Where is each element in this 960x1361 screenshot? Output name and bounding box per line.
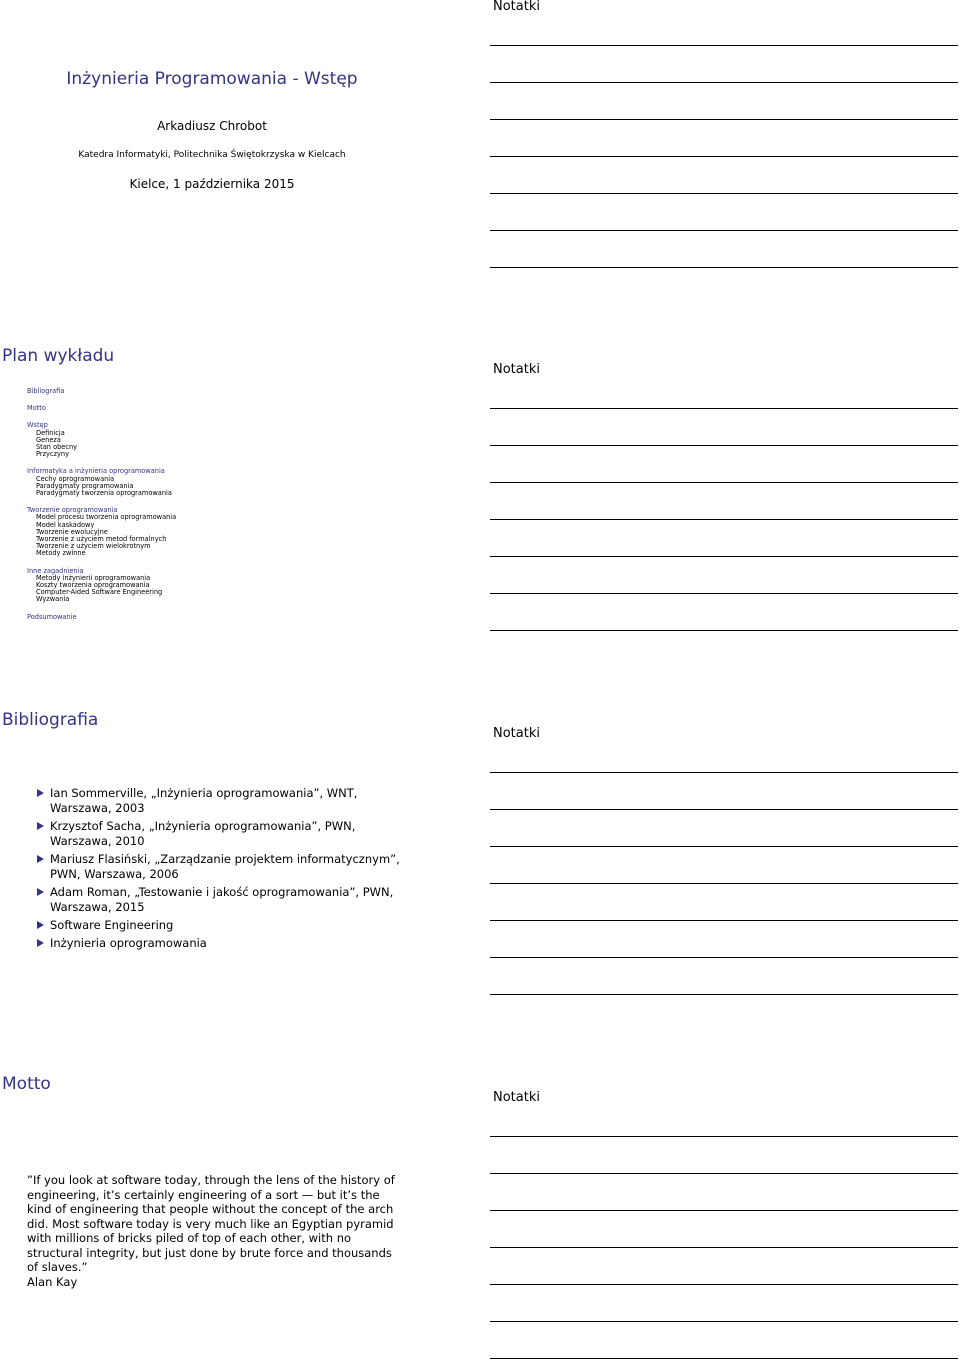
note-line [490, 994, 958, 995]
toc-subsection[interactable]: Computer-Aided Software Engineering [36, 588, 163, 597]
toc-section[interactable]: Bibliografia [27, 387, 65, 395]
toc-subsection[interactable]: Model kaskadowy [36, 520, 95, 529]
toc-subsection[interactable]: Wyzwania [36, 595, 70, 604]
triangle-bullet-icon [37, 855, 44, 863]
note-line [490, 772, 958, 773]
note-line [490, 1358, 958, 1359]
toc-section[interactable]: Informatyka a inżynieria oprogramowania [27, 467, 165, 476]
list-item: Adam Roman, „Testowanie i jakość oprogramowania”, PWN, Warszawa, 2015 [37, 885, 407, 915]
list-item: Ian Sommerville, „Inżynieria oprogramowania”, WNT, Warszawa, 2003 [37, 786, 407, 816]
triangle-bullet-icon [37, 939, 44, 947]
toc-section[interactable]: Podsumowanie [27, 612, 77, 621]
toc-spacer [27, 395, 176, 405]
plan-heading: Plan wykładu [2, 346, 115, 366]
note-line [490, 883, 958, 884]
note-line [490, 45, 958, 46]
note-line [490, 1247, 958, 1248]
toc-subsection[interactable]: Definicja [36, 428, 65, 437]
note-line [490, 193, 958, 194]
list-item: Inżynieria oprogramowania [37, 936, 407, 951]
author-name: Arkadiusz Chrobot [157, 119, 267, 133]
toc-subsection[interactable]: Paradygmaty tworzenia oprogramowania [36, 489, 172, 498]
table-of-contents [27, 388, 176, 621]
note-line [490, 593, 958, 594]
toc-subsection[interactable]: Paradygmaty programowania [36, 481, 134, 490]
note-line [490, 230, 958, 231]
motto-quote-block [27, 1173, 399, 1289]
title-slide [0, 0, 480, 340]
toc-subsection[interactable]: Koszty tworzenia oprogramowania [36, 581, 150, 590]
triangle-bullet-icon [37, 789, 44, 797]
toc-subsection[interactable]: Cechy oprogramowania [36, 474, 115, 483]
toc-spacer [27, 412, 176, 422]
toc-subsection[interactable]: Geneza [36, 435, 61, 444]
note-line [490, 1321, 958, 1322]
notes-title: Notatki [493, 726, 540, 741]
triangle-bullet-icon [37, 921, 44, 929]
list-item: Krzysztof Sacha, „Inżynieria oprogramowania”, PWN, Warszawa, 2010 [37, 819, 407, 849]
note-line [490, 556, 958, 557]
note-line [490, 482, 958, 483]
triangle-bullet-icon [37, 888, 44, 896]
presentation-title: Inżynieria Programowania - Wstęp [66, 69, 358, 89]
note-line [490, 1210, 958, 1211]
motto-quote: ”If you look at software today, through the lens of the history of engineering, it’s certainly engineering of a sort — but it’s the kind of engineering that people without the concept of the arch did. Most software today is very much like an Egyptian pyramid with millions of bricks piled of top of each other, with no structural integrity, but just done by brute force and thousands of slaves.” [27, 1173, 395, 1274]
notes-title: Notatki [493, 0, 540, 14]
list-item: Mariusz Flasiński, „Zarządzanie projektem informatycznym”, PWN, Warszawa, 2006 [37, 852, 407, 882]
toc-subsection[interactable]: Tworzenie ewolucyjne [36, 527, 108, 536]
bibliography-heading: Bibliografia [2, 710, 99, 730]
motto-heading: Motto [2, 1074, 51, 1094]
toc-section[interactable]: Tworzenie oprogramowania [27, 506, 118, 515]
list-item: Software Engineering [37, 918, 407, 933]
presentation-date: Kielce, 1 października 2015 [129, 177, 295, 191]
toc-subsection[interactable]: Metody inżynierii oprogramowania [36, 573, 151, 582]
notes-title: Notatki [493, 1090, 540, 1105]
toc-subsection[interactable]: Stan obecny [36, 443, 78, 452]
note-line [490, 408, 958, 409]
toc-section[interactable]: Wstęp [27, 421, 48, 430]
note-line [490, 267, 958, 268]
note-line [490, 957, 958, 958]
triangle-bullet-icon [37, 822, 44, 830]
toc-section[interactable]: Inne zagadnienia [27, 566, 84, 575]
note-line [490, 1284, 958, 1285]
toc-subsection[interactable]: Tworzenie z użyciem wielokrotnym [36, 542, 151, 551]
note-line [490, 846, 958, 847]
note-line [490, 82, 958, 83]
note-line [490, 445, 958, 446]
note-line [490, 119, 958, 120]
toc-subsection[interactable]: Metody zwinne [36, 549, 86, 558]
note-line [490, 1173, 958, 1174]
note-line [490, 630, 958, 631]
notes-title: Notatki [493, 362, 540, 377]
toc-subsection[interactable]: Przyczyny [36, 450, 70, 459]
institution: Katedra Informatyki, Politechnika Świętokrzyska w Kielcach [78, 150, 346, 160]
toc-subsection[interactable]: Model procesu tworzenia oprogramowania [36, 513, 177, 522]
note-line [490, 809, 958, 810]
note-line [490, 519, 958, 520]
bibliography-list [37, 786, 407, 954]
note-line [490, 1136, 958, 1137]
motto-author: Alan Kay [27, 1274, 78, 1289]
note-line [490, 920, 958, 921]
toc-subsection[interactable]: Tworzenie z użyciem metod formalnych [36, 535, 167, 544]
toc-section[interactable]: Motto [27, 404, 46, 413]
note-line [490, 156, 958, 157]
